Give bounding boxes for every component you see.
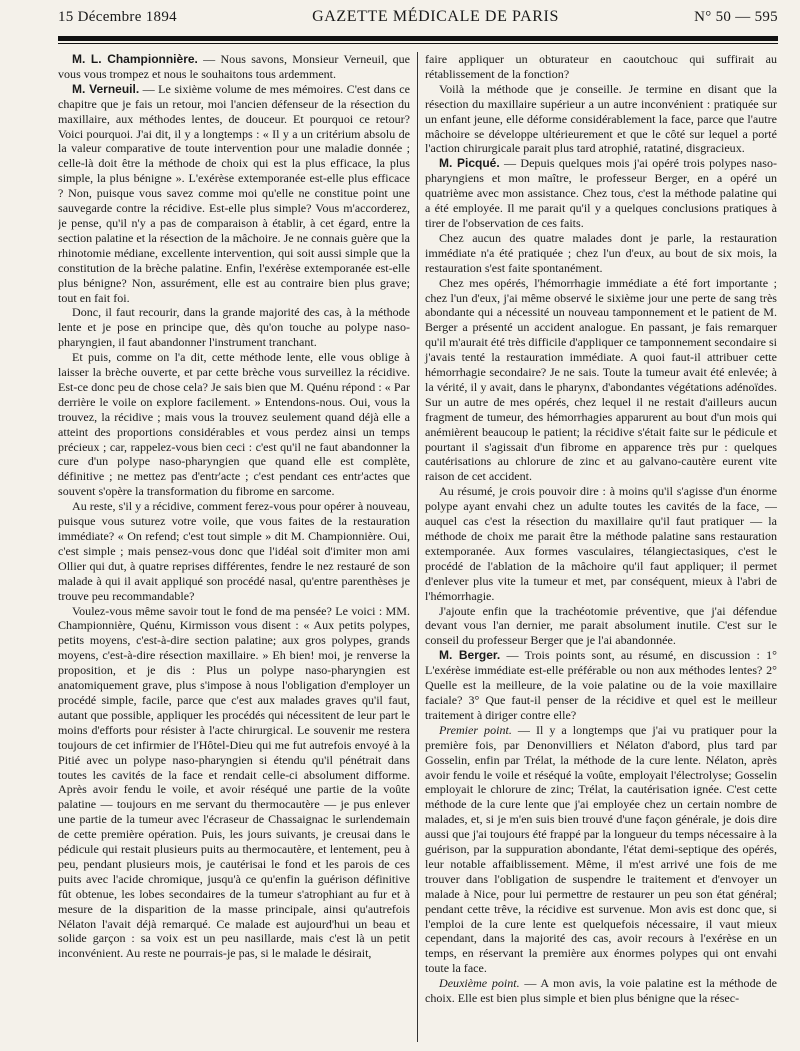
page-header <box>58 8 778 30</box>
paragraph <box>425 52 777 82</box>
paragraph-text: Voilà la méthode que je conseille. Je termine en disant que la résection du maxillaire supérieur a un autre inconvénient : pratiquée sur un enfant jeune, elle déforme considérablement la face, parce que l'autre mâchoire se développe ultérieurement et que le côté sur lequel a porté l'action chirurgicale parait plus tard atrophié, ratatiné, disgracieux. <box>425 81 777 156</box>
paragraph <box>58 350 410 499</box>
paragraph <box>425 648 777 723</box>
paragraph <box>425 231 777 276</box>
paragraph-text: Chez aucun des quatre malades dont je parle, la restauration immédiate n'a été pratiquée ; chez l'un d'eux, au bout de six mois, la restauration s'est faite spontanément. <box>425 230 777 275</box>
paragraph-text: — Nous savons, Monsieur Verneuil, que vous vous trompez et nous le souhaitons tous ardemment. <box>58 52 410 81</box>
paragraph-text: J'ajoute enfin que la trachéotomie préventive, que j'ai défendue devant vous l'an dernier, me parait absolument inutile. C'est sur le conseil du professeur Berger que je l'ai abandonnée. <box>425 603 777 648</box>
paragraph-text: — A mon avis, la voie palatine est la méthode de choix. Elle est bien plus simple et bien plus bénigne que la résec- <box>425 976 777 1006</box>
paragraph-text: faire appliquer un obturateur en caoutchouc qui suffirait au rétablissement de la fonction? <box>425 52 777 81</box>
paragraph <box>425 276 777 485</box>
speaker-name: M. Verneuil. <box>72 81 140 96</box>
paragraph <box>58 82 410 306</box>
paragraph <box>425 976 777 1006</box>
section-heading: Premier point. <box>439 722 512 737</box>
paragraph <box>58 499 410 603</box>
speaker-name: M. L. Championnière. <box>72 52 198 66</box>
paragraph <box>425 484 777 603</box>
page-number: N° 50 — 595 <box>694 9 778 25</box>
paragraph-text: Donc, il faut recourir, dans la grande majorité des cas, à la méthode lente et je pose en principe que, dès qu'on touche au polype naso-pharyngien, il faut abandonner l'instrument tranchant. <box>58 305 410 350</box>
paragraph <box>425 604 777 649</box>
paragraph <box>425 723 777 976</box>
paragraph <box>58 604 410 962</box>
paragraph-text: — Le sixième volume de mes mémoires. C'est dans ce chapitre que je fais un retour, moi l'ancien défenseur de la résection du maxillaire, aux méthodes lentes, de douceur. Et pourquoi ce retour? Voici pourquoi. J'ai dit, il y a longtemps : « Il y a un critérium absolu de la valeur comparative de toute intervention pour une maladie donnée ; celle-là doit être la méthode de choix qui est la plus efficace, la plus simple, la plus bénigne ». L'exérèse extemporanée est-elle plus efficace ? Non, puisque vous savez comme moi qu'elle ne constitue point une sauvegarde contre la récidive. Est-elle plus simple? Vous m'accorderez, je pense, qu'il n'y a pas de comparaison à établir, à cet égard, entre la section palatine et la résection de la mâchoire. Je ne connais guère que la rhinotomie médiane, excellente intervention, qui soit aussi simple que la constitution de la brèche palatine. Enfin, l'exérèse extemporanée est-elle plus bénigne? Non, assurément, elle est au contraire bien plus grave; tout en fait foi. <box>58 81 410 305</box>
speaker-name: M. Berger. <box>439 648 501 663</box>
header-rule-thin <box>58 43 778 44</box>
text-columns <box>58 52 778 1042</box>
section-heading: Deuxième point. <box>439 976 520 991</box>
paragraph-text: Au résumé, je crois pouvoir dire : à moins qu'il s'agisse d'un énorme polype ayant envahi chez un adulte toutes les cavités de la face, — auquel cas c'est la résection du maxillaire qu'il faut pratiquer — la méthode de choix me parait être la méthode palatine sans restauration extemporanée. Aux formes vasculaires, télangiectasiques, c'est le procédé de l'ablation de la mâchoire qu'il faut appliquer; il permet d'enlever plus vite la tumeur et met, par conséquent, mieux à l'abri de l'hémorrhagie. <box>425 484 777 603</box>
paragraph <box>58 52 410 82</box>
paragraph <box>425 82 777 157</box>
paragraph-text: — Il y a longtemps que j'ai vu pratiquer pour la première fois, par Denonvilliers et Nélaton d'abord, plus tard par Gosselin, enfin par Trélat, la méthode de la cure lente. Nélaton, après avoir fendu le voile et réséqué la voûte, employait l'électrolyse; Gosselin employait le chlorure de zinc; Trélat, la cautérisation ignée. C'est cette méthode de la cure lente que j'ai employée chez un certain nombre de malades, et, si je m'en suis bien trouvé d'une façon générale, je dois dire aussi que j'ai toujours été frappé par la longueur du temps nécessaire à la guérison, par la suppuration abondante, l'état demi-septique des opérés, leur notable affaiblissement. Même, il m'est arrivé une fois de me trouver dans l'obligation de suspendre le traitement et d'envoyer un malade à Nice, pour lui permettre de restaurer un peu son état général; pendant cette trêve, la récidive est survenue. Mon avis est donc que, si l'emploi de la cure lente est quelquefois nécessaire, il vaut mieux cependant, dans la majorité des cas, avoir recours à l'exérèse en un temps, en réservant la première aux énormes polypes qui ont envahi toute la face. <box>425 722 777 976</box>
header-rule-thick <box>58 36 778 41</box>
paragraph <box>425 156 777 231</box>
paragraph-text: Et puis, comme on l'a dit, cette méthode lente, elle vous oblige à laisser la brèche ouverte, et par cette brèche vous surveillez la récidive. Est-ce donc peu de chose cela? Je sais bien que M. Quénu répond : « Par derrière le voile on explore facilement. » Entendons-nous. Oui, vous la trouvez, la récidive ; mais vous la trouvez seulement quand déjà elle a atteint des proportions considérables et vous perdez ainsi un temps précieux ; car, rappelez-vous bien ceci : c'est qu'il ne faut abandonner la cure d'un polype naso-pharyngien que quand elle est complète, définitive ; ne mettez pas d'entr'acte ; c'est pendant ces entr'actes que souvent s'opère la transformation du fibrome en sarcome. <box>58 350 410 499</box>
right-column <box>418 52 777 1042</box>
paragraph <box>58 305 410 350</box>
paragraph-text: — Depuis quelques mois j'ai opéré trois polypes naso-pharyngiens et mon maître, le professeur Berger, en a opéré un quatrième avec mon assistance. Chez tous, c'est la méthode palatine qui a été employée. Il me parait qu'il y a quelques conclusions pratiques à tirer de l'observation de ces faits. <box>425 156 777 230</box>
paragraph-text: Chez mes opérés, l'hémorrhagie immédiate a été fort importante ; chez l'un d'eux, j'ai même observé le sixième jour une perte de sang très abondante qui a nécessité un nouveau tamponnement et le patient de M. Berger a présenté un accident analogue. En passant, je fais remarquer qu'il m'aurait été très difficile d'appliquer ce tamponnement secondaire si j'avais tenté la restauration immédiate. A quoi faut-il attribuer cette hémorrhagie secondaire? Je ne sais. Toute la tumeur avait été enlevée; à la vérité, il y avait, dans le pharynx, d'abondantes végétations adénoïdes. Sur un autre de mes opérés, chez lequel il ne restait d'ailleurs aucun fragment de tumeur, des hémorrhagies apparurent au bout d'un mois qui anémièrent beaucoup le patient; la récidive s'était faite sur le pédicule et pourtant il s'agissait d'un fibrome en apparence très pur : quelques cautérisations au chlorure de zinc et au galvano-cautère eurent vite raison de cet accident. <box>425 275 777 484</box>
paragraph-text: — Trois points sont, au résumé, en discussion : 1° L'exérèse immédiate est-elle préférable ou non aux méthodes lentes? 2° Quelle est la meilleure, de la voie palatine ou de la voie maxillaire faciale? 3° Que faut-il penser de la récidive et quel est le meilleur traitement à diriger contre elle? <box>425 648 777 722</box>
speaker-name: M. Picqué. <box>439 156 500 171</box>
issue-date: 15 Décembre 1894 <box>58 9 177 25</box>
paragraph-text: Au reste, s'il y a récidive, comment ferez-vous pour opérer à nouveau, puisque vous suturez votre voile, que vous faites de la restauration immédiate? « On refend; c'est tout simple » dit M. Championnière. Oui, c'est simple ; mais pensez-vous donc que l'idéal soit d'imiter mon ami Ollier qui dut, à quatre reprises différentes, fendre le nez restauré de son malade à qui il avait appliqué son procédé nasal, qu'entre parenthèses je trouve peu recommandable? <box>58 499 411 603</box>
left-column <box>58 52 417 1042</box>
paragraph-text: Voulez-vous même savoir tout le fond de ma pensée? Le voici : MM. Championnière, Quénu, Kirmisson vous disent : « Aux petits polypes, petits moyens, c'est-à-dire section palatine; aux gros polypes, grands moyens, c'est-à-dire résection maxillaire. » Eh bien! moi, je renverse la proposition, et je dis : Plus un polype naso-pharyngien est anatomiquement grave, plus s'impose à nous l'obligation d'employer un procédé simple, facile, parce que c'est aux malades graves qu'il faut, autant que possible, appliquer les procédés qui nécessitent de leur part le moins d'efforts pour résister à l'acte chirurgical. Le souvenir me restera toujours de cet infirmier de l'Hôtel-Dieu qui me fut autrefois envoyé à la Pitié avec un polype naso-pharyngien si étendu qu'il pénétrait dans toutes les cavités de la face et rendait celle-ci absolument difforme. Après avoir fendu le voile, et avoir réséqué une partie de la voûte palatine — toujours en me servant du thermocautère — je pus enlever une partie de la tumeur avec l'écraseur de Chassaignac le surlendemain de cette première opération. Puis, les jours suivants, je creusai dans le pédicule qui restait plusieurs puits au thermocautère, et lentement, peu à peu, pendant plusieurs mois, je cautérisai le fond et les parois de ces puits avec l'acide chromique, jusqu'à ce qu'enfin la guérison définitive fût obtenue, les lobes secondaires de la tumeur s'atrophiant au fur et à mesure de la disparition de la masse principale, ainsi qu'autrefois Nélaton l'avait déjà remarqué. Ce malade est aujourd'hui un beau et solide garçon : sa voix est un peu nasillarde, mais c'est là un petit inconvénient. Au reste ne pourrais-je pas, si le malade le désirait, <box>58 603 410 961</box>
publication-title: GAZETTE MÉDICALE DE PARIS <box>312 8 559 25</box>
